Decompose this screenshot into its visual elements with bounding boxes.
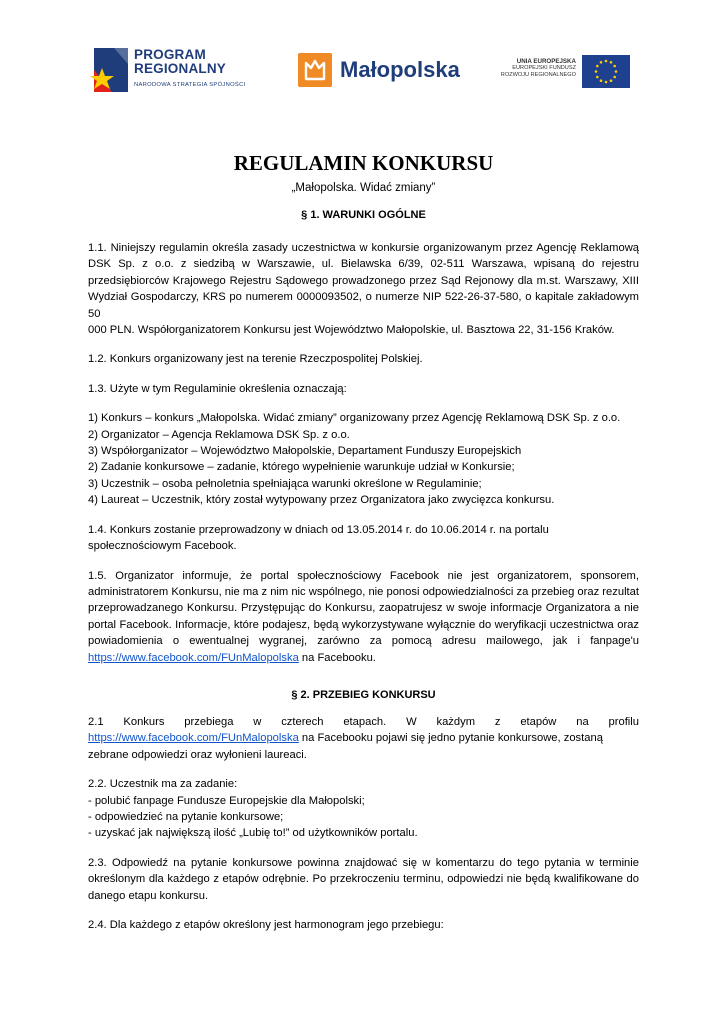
document-title: REGULAMIN KONKURSU bbox=[233, 151, 494, 175]
program-regionalny-emblem-icon bbox=[88, 44, 132, 96]
list-item: 3) Uczestnik – osoba pełnoletnia spełniająca warunki określone w Regulaminie; bbox=[88, 477, 482, 490]
eu-flag-icon bbox=[582, 55, 630, 88]
regulamin-document bbox=[88, 150, 639, 933]
paragraph-1-3: 1.3. Użyte w tym Regulaminie określenia oznaczają: bbox=[88, 382, 347, 395]
paragraph-2-4: 2.4. Dla każdego z etapów określony jest harmonogram jego przebiegu: bbox=[88, 919, 444, 931]
definitions-list bbox=[88, 410, 639, 508]
paragraph-1-1: 1.1. Niniejszy regulamin określa zasady uczestnictwa w konkursie organizowanym przez Agencję Reklamową DSK Sp. z o.o. z siedzibą w Warszawie, ul. Bielawska 6/39, 02-511 Warszawa, wpisaną do rejestru przedsiębiorców Krajowego Rejestru Sądowego prowadzonego przez Sąd Rejonowy dla m.st. Warszawy, XIII Wydział Gospodarczy, KRS po numerem 0000093502, o numerze NIP 522-26-37-580, o kapitale zakładowym 50 000 PLN. Współorganizatorem Konkursu jest Województwo Małopolskie, ul. Basztowa 22, 31-156 Kraków. bbox=[88, 242, 639, 337]
paragraph-2-3: 2.3. Odpowiedź na pytanie konkursowe powinna znajdować się w komentarzu do tego pytania w terminie określonym dla każdego z etapów odrębnie. Po przekroczeniu terminu, odpowiedzi nie będą kwalifikowane do danego etapu konkursu. bbox=[88, 856, 639, 902]
facebook-fanpage-link[interactable]: https://www.facebook.com/FUnMalopolska bbox=[88, 651, 299, 664]
paragraph-1-2: 1.2. Konkurs organizowany jest na terenie Rzeczpospolitej Polskiej. bbox=[88, 353, 423, 366]
list-item: 2) Zadanie konkursowe – zadanie, którego wypełnienie warunkuje udział w Konkursie; bbox=[88, 461, 515, 474]
list-item: 2) Organizator – Agencja Reklamowa DSK Sp. z o.o. bbox=[88, 428, 350, 441]
program-regionalny-title: PROGRAM REGIONALNY bbox=[134, 47, 227, 76]
section-2-heading: § 2. PRZEBIEG KONKURSU bbox=[291, 688, 436, 701]
malopolska-logo-text: Małopolska bbox=[340, 57, 460, 82]
list-item: - odpowiedzieć na pytanie konkursowe; bbox=[88, 810, 284, 823]
document-subtitle: „Małopolska. Widać zmiany” bbox=[291, 182, 436, 194]
facebook-fanpage-link[interactable]: https://www.facebook.com/FUnMalopolska bbox=[88, 732, 299, 745]
eu-logo bbox=[490, 55, 630, 89]
malopolska-crown-icon bbox=[298, 53, 332, 87]
paragraph-2-1: 2.1 Konkurs przebiega w czterech etapach. W każdym z etapów na profilu https://www.facebook.com/FUnMalopolska na Facebooku pojawi się jedno pytanie konkursowe, zostaną zebrane odpowiedzi oraz wyłonieni laureaci. bbox=[88, 715, 639, 761]
list-item: - polubić fanpage Fundusze Europejskie dla Małopolski; bbox=[88, 794, 365, 807]
program-regionalny-logo bbox=[88, 44, 258, 100]
malopolska-logo bbox=[298, 53, 468, 87]
header-logos bbox=[0, 0, 725, 110]
list-item: 1) Konkurs – konkurs „Małopolska. Widać zmiany” organizowany przez Agencję Reklamową DSK Sp. z o.o. bbox=[88, 412, 621, 425]
list-item: 4) Laureat – Uczestnik, który został wytypowany przez Organizatora jako zwycięzca konkursu. bbox=[88, 494, 555, 507]
paragraph-1-5: 1.5. Organizator informuje, że portal społecznościowy Facebook nie jest organizatorem, sponsorem, administratorem Konkursu, nie ma z nim nic wspólnego, nie ponosi odpowiedzialności za przebieg oraz rezultat przeprowadzanego Konkursu. Przystępując do Konkursu, zaopatrujesz w swoje informacje Organizatora a nie portal Facebook. Informacje, które podajesz, będą wykorzystywane wyłącznie do weryfikacji uczestnictwa oraz powiadomienia o ewentualnej wygranej, zarówno za pomocą adresu mailowego, jak i fanpage'u https://www.facebook.com/FUnMalopolska na Facebooku. bbox=[88, 569, 639, 664]
eu-logo-text: UNIA EUROPEJSKA EUROPEJSKI FUNDUSZ ROZWOJU REGIONALNEGO bbox=[500, 58, 576, 79]
list-item: - uzyskać jak największą ilość „Lubię to!” od użytkowników portalu. bbox=[88, 827, 418, 840]
paragraph-2-2: 2.2. Uczestnik ma za zadanie: - polubić fanpage Fundusze Europejskie dla Małopolski; - odpowiedzieć na pytanie konkursowe; - uzyskać jak największą ilość „Lubię to!” od użytkowników portalu. bbox=[88, 776, 639, 842]
program-regionalny-subtitle: NARODOWA STRATEGIA SPÓJNOŚCI bbox=[134, 82, 246, 88]
section-1-heading: § 1. WARUNKI OGÓLNE bbox=[301, 209, 426, 221]
paragraph-1-4: 1.4. Konkurs zostanie przeprowadzony w dniach od 13.05.2014 r. do 10.06.2014 r. na portalu społecznościowym Facebook. bbox=[88, 523, 549, 553]
list-item: 3) Współorganizator – Województwo Małopolskie, Departament Funduszy Europejskich bbox=[88, 445, 522, 458]
